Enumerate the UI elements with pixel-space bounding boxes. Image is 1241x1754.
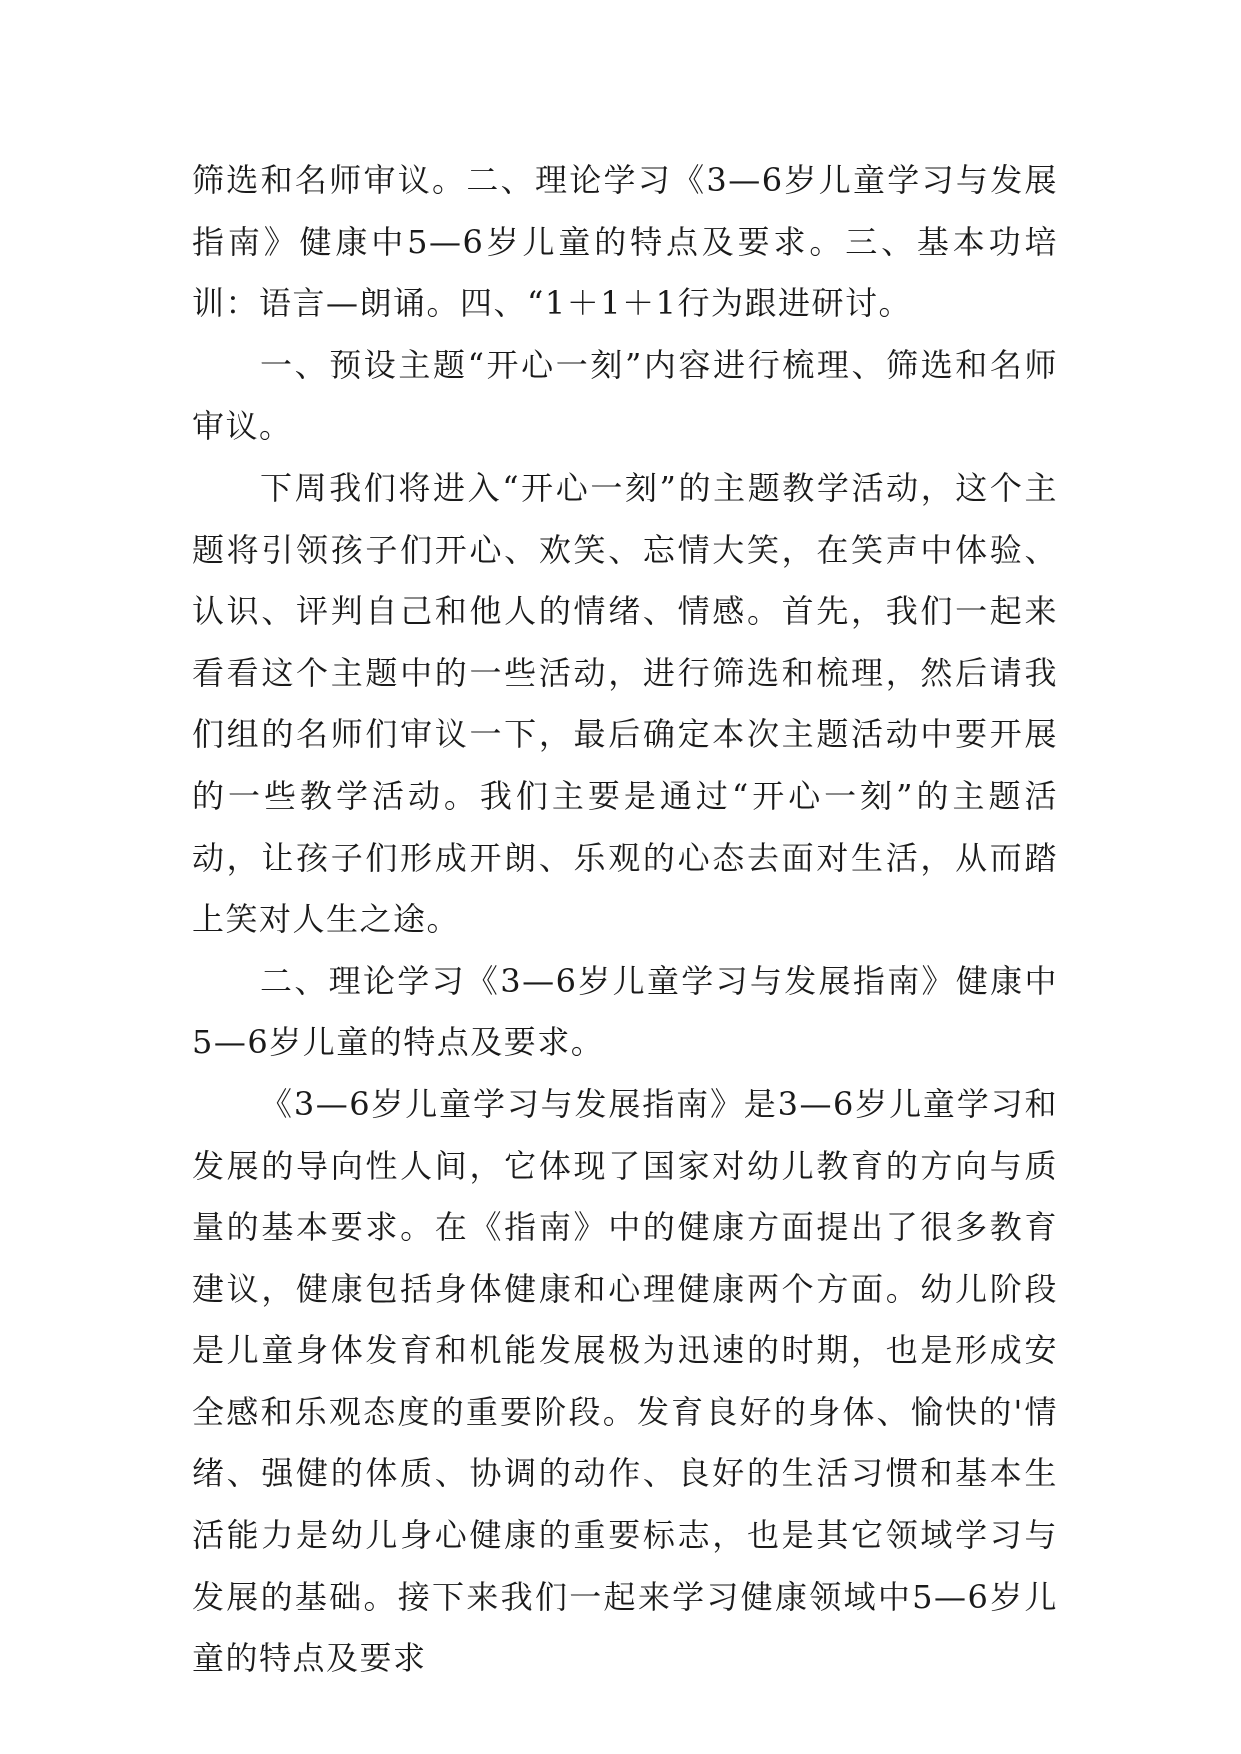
document-body (192, 150, 1058, 1690)
paragraph-5: 《3—6岁儿童学习与发展指南》是3—6岁儿童学习和发展的导向性人间，它体现了国家对幼儿教育的方向与质量的基本要求。在《指南》中的健康方面提出了很多教育建议，健康包括身体健康和心理健康两个方面。幼儿阶段是儿童身体发育和机能发展极为迅速的时期，也是形成安全感和乐观态度的重要阶段。发育良好的身体、愉快的'情绪、强健的体质、协调的动作、良好的生活习惯和基本生活能力是幼儿身心健康的重要标志，也是其它领域学习与发展的基础。接下来我们一起来学习健康领域中5—6岁儿童的特点及要求 (192, 1084, 1058, 1678)
paragraph-1: 筛选和名师审议。二、理论学习《3—6岁儿童学习与发展指南》健康中5—6岁儿童的特点及要求。三、基本功培训：语言—朗诵。四、“1＋1＋1行为跟进研讨。 (192, 161, 1058, 323)
paragraph-4: 二、理论学习《3—6岁儿童学习与发展指南》健康中5—6岁儿童的特点及要求。 (192, 961, 1058, 1062)
paragraph-2: 一、预设主题“开心一刻”内容进行梳理、筛选和名师审议。 (192, 345, 1058, 446)
paragraph-3: 下周我们将进入“开心一刻”的主题教学活动，这个主题将引领孩子们开心、欢笑、忘情大笑，在笑声中体验、认识、评判自己和他人的情绪、情感。首先，我们一起来看看这个主题中的一些活动，进行筛选和梳理，然后请我们组的名师们审议一下，最后确定本次主题活动中要开展的一些教学活动。我们主要是通过“开心一刻”的主题活动，让孩子们形成开朗、乐观的心态去面对生活，从而踏上笑对人生之途。 (192, 468, 1058, 939)
